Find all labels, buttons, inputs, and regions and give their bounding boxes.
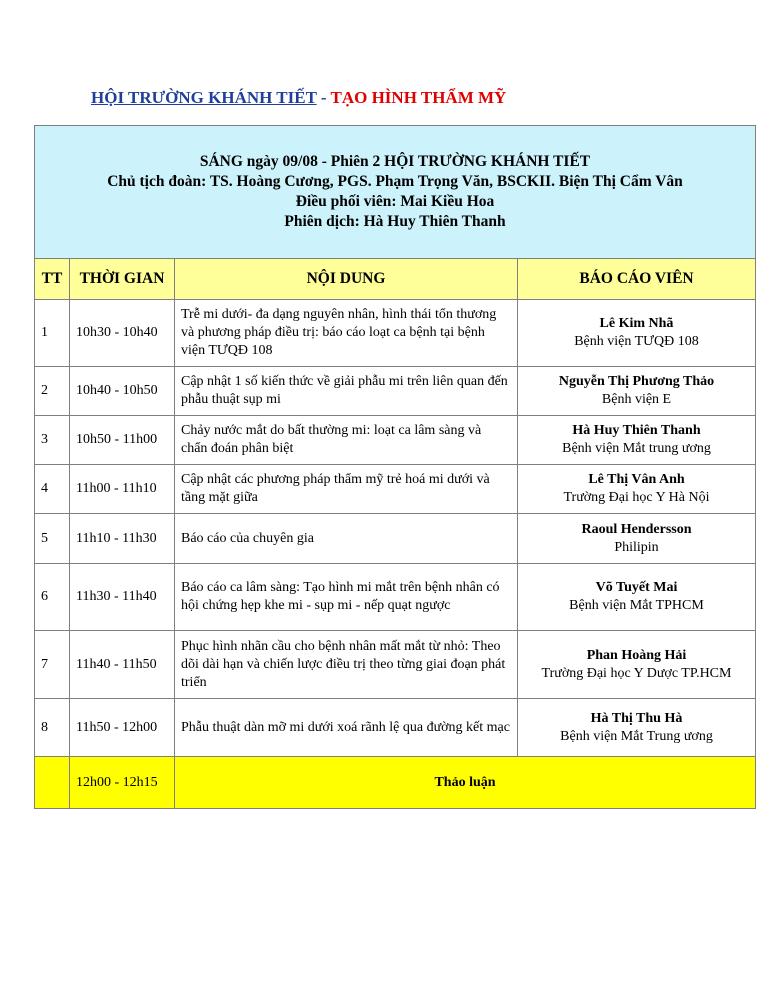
- row-content: Phục hình nhãn cầu cho bệnh nhân mất mắt từ nhỏ: Theo dõi dài hạn và chiến lược điều trị theo từng giai đoạn phát triển: [175, 631, 518, 699]
- speaker-organization: Bệnh viện Mắt Trung ương: [560, 728, 713, 744]
- speaker-name: Phan Hoàng Hải: [586, 647, 687, 663]
- speaker-organization: Trường Đại học Y Hà Nội: [563, 490, 710, 505]
- row-speaker: [518, 631, 756, 699]
- row-number: 5: [35, 514, 70, 564]
- speaker-name: Hà Huy Thiên Thanh: [572, 423, 701, 438]
- row-time: 11h30 - 11h40: [70, 564, 175, 631]
- row-speaker: [518, 564, 756, 631]
- speaker-name: Hà Thị Thu Hà: [590, 710, 683, 726]
- speaker-name: Nguyễn Thị Phương Thảo: [558, 374, 715, 389]
- session-info-row: [35, 126, 756, 259]
- session-chair: Chủ tịch đoàn: TS. Hoàng Cương, PGS. Phạm Trọng Văn, BSCKII. Biện Thị Cẩm Vân: [107, 173, 683, 190]
- row-number: 2: [35, 367, 70, 416]
- row-time: 11h50 - 12h00: [70, 699, 175, 757]
- header-time: THỜI GIAN: [70, 259, 175, 300]
- row-content: Báo cáo ca lâm sàng: Tạo hình mi mắt trên bệnh nhân có hội chứng hẹp khe mi - sụp mi - nếp quạt ngược: [175, 564, 518, 631]
- row-time: 10h30 - 10h40: [70, 300, 175, 367]
- discussion-time: 12h00 - 12h15: [70, 757, 175, 809]
- header-content: NỘI DUNG: [175, 259, 518, 300]
- row-speaker: [518, 300, 756, 367]
- discussion-row: [35, 757, 756, 809]
- heading-separator: -: [316, 88, 331, 107]
- speaker-organization: Bệnh viện TƯQĐ 108: [574, 334, 699, 349]
- discussion-label: Thảo luận: [175, 757, 756, 809]
- row-time: 10h40 - 10h50: [70, 367, 175, 416]
- session-interpreter: Phiên dịch: Hà Huy Thiên Thanh: [284, 213, 506, 230]
- header-speaker: BÁO CÁO VIÊN: [518, 259, 756, 300]
- program-table: [34, 125, 756, 809]
- row-speaker: [518, 367, 756, 416]
- page-heading: [91, 88, 506, 108]
- session-info: [35, 126, 756, 259]
- session-coordinator: Điều phối viên: Mai Kiều Hoa: [295, 193, 495, 210]
- table-header-row: [35, 259, 756, 300]
- table-row: [35, 514, 756, 564]
- row-content: Chảy nước mắt do bất thường mi: loạt ca lâm sàng và chẩn đoán phân biệt: [175, 416, 518, 465]
- speaker-name: Lê Thị Vân Anh: [588, 472, 685, 487]
- speaker-organization: Bệnh viện E: [601, 392, 672, 407]
- row-speaker: [518, 416, 756, 465]
- speaker-name: Võ Tuyết Mai: [595, 580, 678, 595]
- table-row: [35, 416, 756, 465]
- topic-heading: TẠO HÌNH THẨM MỸ: [330, 88, 507, 107]
- speaker-name: Raoul Hendersson: [581, 521, 692, 537]
- row-speaker: [518, 514, 756, 564]
- row-content: Trễ mi dưới- đa dạng nguyên nhân, hình thái tổn thương và phương pháp điều trị: báo cáo loạt ca bệnh tại bệnh viện TƯQĐ 108: [175, 300, 518, 367]
- speaker-organization: Bệnh viện Mắt TPHCM: [569, 598, 704, 613]
- row-speaker: [518, 465, 756, 514]
- row-speaker: [518, 699, 756, 757]
- row-time: 11h00 - 11h10: [70, 465, 175, 514]
- speaker-organization: Philipin: [614, 539, 659, 555]
- hall-heading: HỘI TRƯỜNG KHÁNH TIẾT: [91, 88, 317, 107]
- row-number: 4: [35, 465, 70, 514]
- table-row: [35, 631, 756, 699]
- table-row: [35, 300, 756, 367]
- table-row: [35, 367, 756, 416]
- row-number: 6: [35, 564, 70, 631]
- header-tt: TT: [35, 259, 70, 300]
- row-time: 11h40 - 11h50: [70, 631, 175, 699]
- row-number: 8: [35, 699, 70, 757]
- row-number: 7: [35, 631, 70, 699]
- row-content: Phẫu thuật dàn mỡ mi dưới xoá rãnh lệ qua đường kết mạc: [175, 699, 518, 757]
- row-content: Báo cáo của chuyên gia: [175, 514, 518, 564]
- row-number: 3: [35, 416, 70, 465]
- speaker-organization: Trường Đại học Y Dược TP.HCM: [541, 665, 732, 681]
- discussion-tt: [35, 757, 70, 809]
- speaker-name: Lê Kim Nhã: [599, 316, 674, 331]
- row-time: 10h50 - 11h00: [70, 416, 175, 465]
- session-title: SÁNG ngày 09/08 - Phiên 2 HỘI TRƯỜNG KHÁNH TIẾT: [199, 153, 591, 170]
- table-row: [35, 564, 756, 631]
- row-content: Cập nhật 1 số kiến thức về giải phẫu mi trên liên quan đến phẫu thuật sụp mi: [175, 367, 518, 416]
- table-row: [35, 699, 756, 757]
- row-number: 1: [35, 300, 70, 367]
- row-content: Cập nhật các phương pháp thẩm mỹ trẻ hoá mi dưới và tầng mặt giữa: [175, 465, 518, 514]
- table-row: [35, 465, 756, 514]
- row-time: 11h10 - 11h30: [70, 514, 175, 564]
- speaker-organization: Bệnh viện Mắt trung ương: [562, 441, 711, 456]
